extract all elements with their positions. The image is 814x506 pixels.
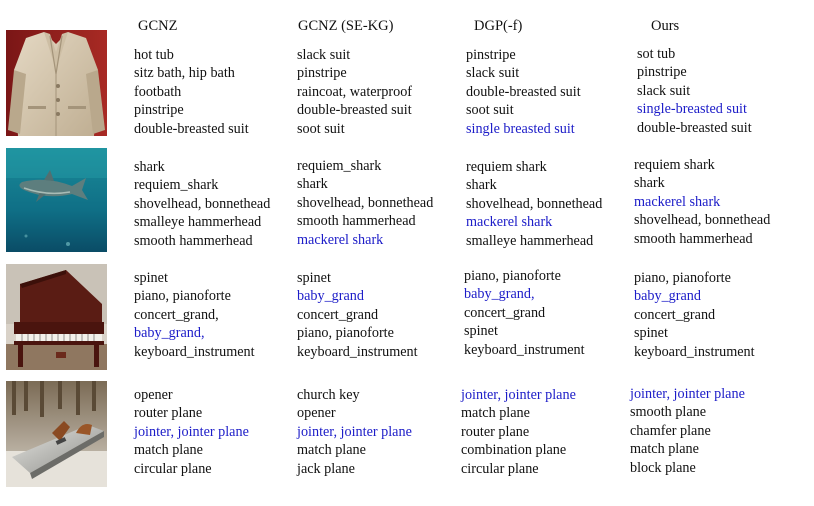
list-item: shovelhead, bonnethead bbox=[134, 195, 271, 212]
list-item: shark bbox=[297, 176, 328, 193]
list-item: block plane bbox=[630, 459, 696, 476]
prediction-list bbox=[297, 46, 412, 138]
column-header-gcnz: GCNZ bbox=[138, 18, 178, 34]
list-item: spinet bbox=[634, 325, 668, 342]
list-item: requiem_shark bbox=[134, 177, 219, 194]
correct-label: single-breasted suit bbox=[637, 101, 747, 118]
correct-label: jointer, jointer plane bbox=[134, 423, 249, 440]
list-item: shark bbox=[134, 159, 165, 175]
list-item: pinstripe bbox=[297, 65, 347, 82]
jointer-plane-photo bbox=[6, 381, 107, 487]
list-item: shark bbox=[634, 175, 665, 192]
list-item: concert_grand bbox=[464, 304, 546, 321]
list-item: soot suit bbox=[466, 102, 514, 119]
column-header-gcnz-se-kg: GCNZ (SE-KG) bbox=[298, 18, 394, 34]
list-item: smalleye hammerhead bbox=[466, 232, 594, 249]
list-item: smooth hammerhead bbox=[134, 232, 253, 249]
correct-label: baby_grand bbox=[634, 288, 701, 305]
correct-label: mackerel shark bbox=[634, 193, 721, 210]
prediction-list bbox=[466, 158, 602, 250]
correct-label: mackerel shark bbox=[297, 231, 384, 248]
piano-photo bbox=[6, 264, 107, 370]
column-header-dgp-f: DGP(-f) bbox=[474, 18, 523, 34]
list-item: circular plane bbox=[461, 460, 539, 477]
list-item: piano, pianoforte bbox=[634, 270, 731, 286]
list-item: slack suit bbox=[637, 82, 691, 99]
list-item: keyboard_instrument bbox=[134, 343, 255, 360]
list-item: double-breasted suit bbox=[297, 102, 412, 119]
list-item: sot tub bbox=[637, 46, 676, 62]
correct-label: single breasted suit bbox=[466, 120, 575, 137]
correct-label: jointer, jointer plane bbox=[297, 423, 412, 440]
list-item: match plane bbox=[630, 441, 699, 458]
list-item: keyboard_instrument bbox=[634, 343, 755, 360]
correct-label: baby_grand, bbox=[134, 325, 205, 342]
list-item: requiem shark bbox=[634, 157, 715, 173]
list-item: hot tub bbox=[134, 47, 174, 63]
correct-label: baby_grand bbox=[297, 288, 364, 305]
prediction-list bbox=[466, 46, 581, 138]
list-item: pinstripe bbox=[134, 102, 184, 119]
list-item: keyboard_instrument bbox=[464, 341, 585, 358]
list-item: match plane bbox=[134, 442, 203, 459]
prediction-list bbox=[134, 386, 249, 478]
list-item: piano, pianoforte bbox=[464, 268, 561, 284]
list-item: sitz bath, hip bath bbox=[134, 65, 235, 82]
list-item: opener bbox=[134, 387, 173, 403]
prediction-list bbox=[461, 386, 576, 478]
list-item: spinet bbox=[464, 323, 498, 340]
correct-label: baby_grand, bbox=[464, 286, 535, 303]
list-item: requiem shark bbox=[466, 159, 547, 175]
list-item: opener bbox=[297, 405, 336, 422]
list-item: smooth hammerhead bbox=[297, 213, 416, 230]
list-item: pinstripe bbox=[466, 47, 516, 63]
list-item: smalleye hammerhead bbox=[134, 214, 262, 231]
list-item: combination plane bbox=[461, 442, 567, 459]
list-item: pinstripe bbox=[637, 64, 687, 81]
list-item: shovelhead, bonnethead bbox=[297, 194, 434, 211]
prediction-list bbox=[634, 269, 755, 361]
prediction-list bbox=[634, 156, 770, 248]
shark-photo bbox=[6, 148, 107, 252]
prediction-list bbox=[637, 45, 752, 137]
list-item: double-breasted suit bbox=[134, 120, 249, 137]
list-item: smooth hammerhead bbox=[634, 230, 753, 247]
list-item: piano, pianoforte bbox=[297, 325, 394, 342]
list-item: match plane bbox=[297, 442, 366, 459]
list-item: concert_grand bbox=[634, 306, 716, 323]
list-item: soot suit bbox=[297, 120, 345, 137]
list-item: spinet bbox=[297, 270, 331, 286]
list-item: concert_grand bbox=[297, 306, 379, 323]
list-item: router plane bbox=[461, 423, 530, 440]
prediction-list bbox=[297, 157, 433, 249]
list-item: double-breasted suit bbox=[637, 119, 752, 136]
prediction-list bbox=[297, 269, 418, 361]
correct-label: jointer, jointer plane bbox=[461, 387, 576, 403]
prediction-list bbox=[464, 267, 585, 359]
list-item: shark bbox=[466, 177, 497, 194]
list-item: double-breasted suit bbox=[466, 83, 581, 100]
list-item: shovelhead, bonnethead bbox=[634, 212, 771, 229]
list-item: circular plane bbox=[134, 460, 212, 477]
list-item: church key bbox=[297, 387, 360, 403]
prediction-list bbox=[134, 269, 255, 361]
prediction-list bbox=[630, 385, 745, 477]
list-item: router plane bbox=[134, 405, 203, 422]
list-item: spinet bbox=[134, 270, 168, 286]
prediction-list bbox=[134, 46, 249, 138]
list-item: concert_grand, bbox=[134, 306, 219, 323]
list-item: keyboard_instrument bbox=[297, 343, 418, 360]
list-item: smooth plane bbox=[630, 404, 707, 421]
correct-label: jointer, jointer plane bbox=[630, 386, 745, 402]
list-item: slack suit bbox=[297, 47, 351, 63]
list-item: piano, pianoforte bbox=[134, 288, 231, 305]
prediction-list bbox=[297, 386, 412, 478]
correct-label: mackerel shark bbox=[466, 214, 553, 231]
list-item: chamfer plane bbox=[630, 422, 711, 439]
list-item: footbath bbox=[134, 83, 182, 100]
list-item: match plane bbox=[461, 405, 530, 422]
list-item: requiem_shark bbox=[297, 158, 382, 174]
prediction-list bbox=[134, 158, 270, 250]
list-item: raincoat, waterproof bbox=[297, 83, 413, 100]
list-item: slack suit bbox=[466, 65, 520, 82]
column-header-ours: Ours bbox=[651, 18, 680, 34]
list-item: jack plane bbox=[297, 460, 355, 477]
suit-photo bbox=[6, 30, 107, 136]
list-item: shovelhead, bonnethead bbox=[466, 195, 603, 212]
